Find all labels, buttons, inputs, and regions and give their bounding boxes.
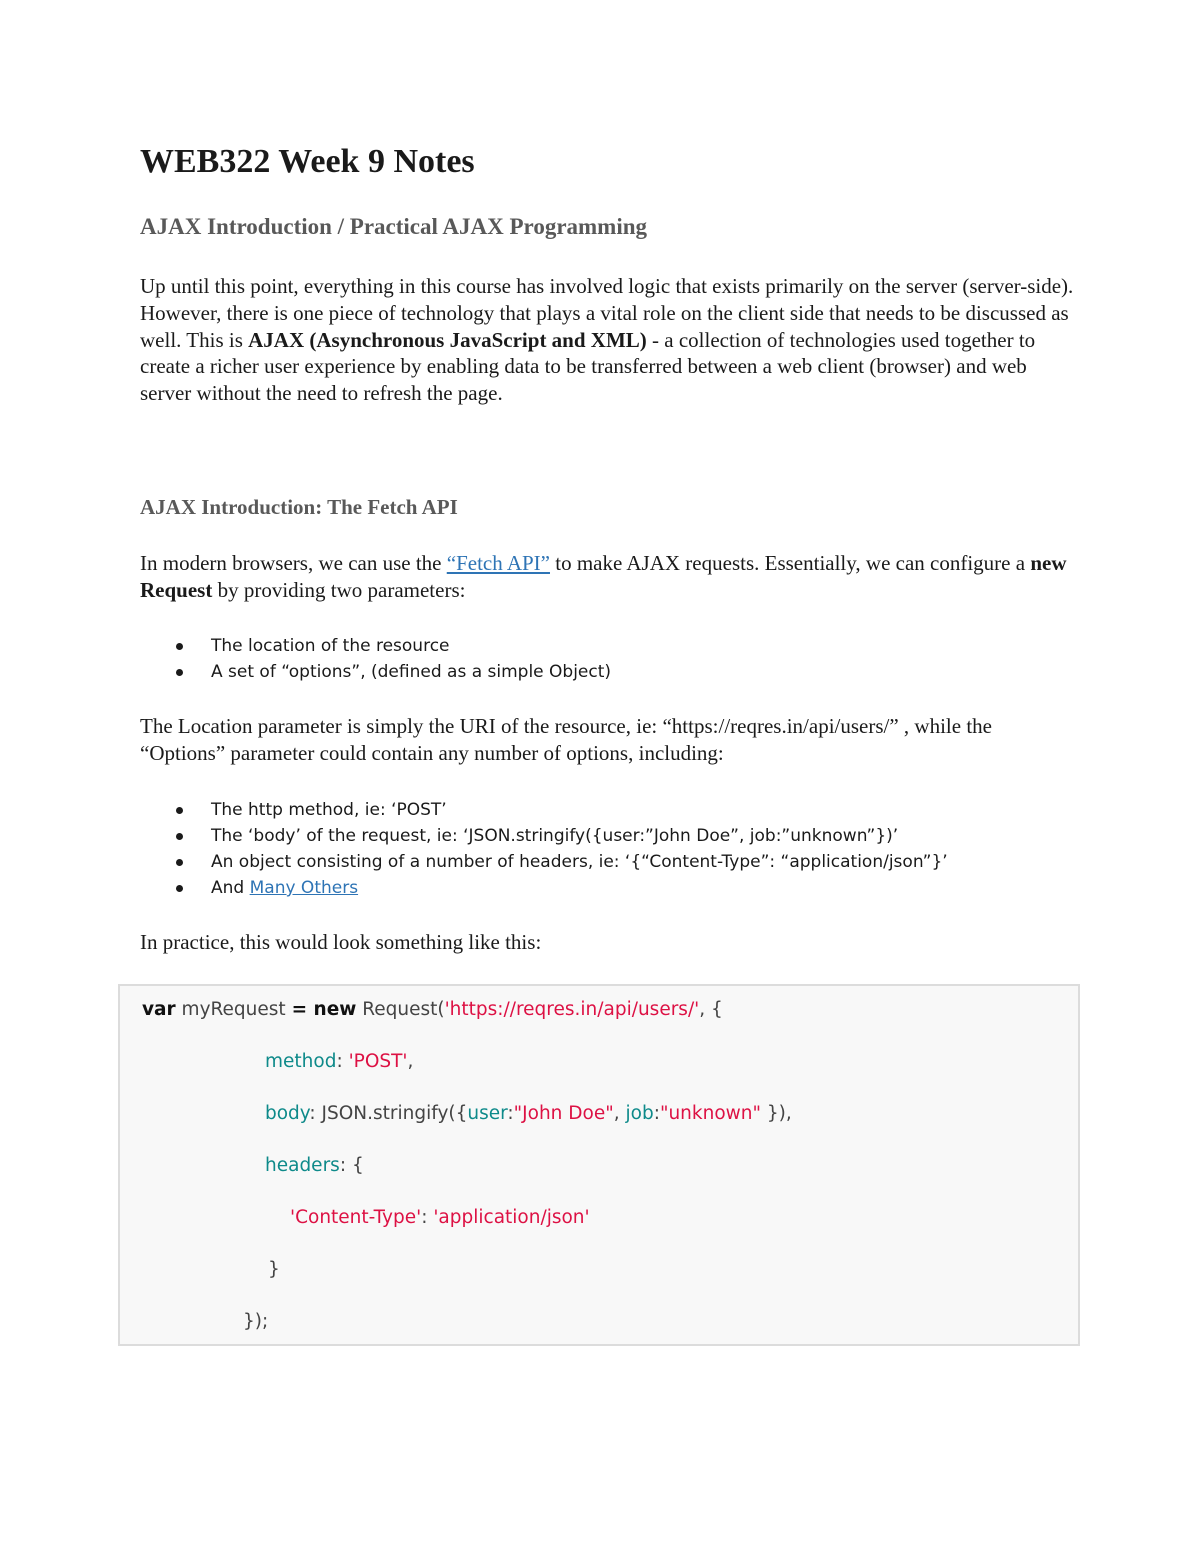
list-item: A set of “options”, (defined as a simple Object): [140, 659, 611, 685]
many-others-link[interactable]: Many Others: [249, 878, 359, 898]
code-string: 'POST': [348, 1051, 408, 1072]
code-string: 'Content-Type': [290, 1207, 422, 1228]
code-string: "unknown": [659, 1103, 762, 1124]
code-punct: ,: [407, 1051, 414, 1072]
list-item: The ‘body’ of the request, ie: ‘JSON.stringify({user:”John Doe”, job:”unknown”})’: [140, 823, 948, 849]
code-block: [118, 984, 1080, 1346]
code-line-2: [265, 1049, 413, 1075]
code-property: user: [467, 1103, 508, 1124]
fetch-text-1: In modern browsers, we can use the: [140, 551, 447, 575]
intro-text-after: - a collection of technologies used together to create a richer user experience by enabling data to be transferred between a web client (browser) and web server without the need to refresh the page.: [140, 327, 1036, 406]
code-property: method: [265, 1051, 337, 1072]
list-item-prefix: And: [211, 878, 250, 898]
code-property: job: [625, 1103, 654, 1124]
fetch-api-link[interactable]: “Fetch API”: [446, 551, 550, 575]
code-string: 'application/json': [433, 1207, 590, 1228]
intro-bold-ajax: AJAX (Asynchronous JavaScript and XML): [248, 327, 647, 352]
parameter-list: [140, 633, 611, 685]
code-punct: :: [421, 1207, 434, 1228]
code-property: body: [265, 1103, 310, 1124]
code-line-5: [290, 1205, 590, 1231]
location-paragraph: The Location parameter is simply the URI of the resource, ie: “https://reqres.in/api/users/” , while the “Options” parameter could contain any number of options, including:: [140, 714, 992, 765]
code-punct: :: [653, 1103, 660, 1124]
code-string: "John Doe": [513, 1103, 614, 1124]
intro-paragraph: [140, 273, 1080, 407]
list-item: The http method, ie: ‘POST’: [140, 797, 948, 823]
code-operator: =: [291, 999, 308, 1020]
code-property: headers: [265, 1155, 340, 1176]
code-punct: :: [336, 1051, 349, 1072]
code-punct: , {: [699, 999, 723, 1020]
code-line-6: }: [268, 1259, 280, 1280]
code-keyword: new: [307, 999, 357, 1020]
code-line-1: [142, 997, 723, 1023]
list-item: [140, 875, 948, 901]
code-punct: :: [507, 1103, 514, 1124]
code-punct: : {: [339, 1155, 364, 1176]
code-line-7: });: [243, 1311, 269, 1332]
page-subtitle: AJAX Introduction / Practical AJAX Programming: [140, 214, 648, 239]
code-punct: }),: [761, 1103, 792, 1124]
code-call: Request(: [356, 999, 445, 1020]
fetch-text-2: to make AJAX requests. Essentially, we can configure a: [549, 551, 1031, 575]
page-title: WEB322 Week 9 Notes: [140, 143, 475, 180]
intro-text-before: Up until this point, everything in this course has involved logic that exists primarily on the server (server-side). However, there is one piece of technology that plays a vital role on the client side that needs to be discussed as well. This is: [140, 274, 1074, 352]
code-keyword: var: [142, 999, 176, 1020]
practice-paragraph: In practice, this would look something like this:: [140, 930, 542, 954]
code-line-3: [265, 1101, 792, 1127]
code-punct: ,: [613, 1103, 626, 1124]
code-line-4: [265, 1153, 364, 1179]
section-heading: AJAX Introduction: The Fetch API: [140, 495, 458, 519]
fetch-paragraph: [140, 550, 1080, 604]
list-item: An object consisting of a number of headers, ie: ‘{“Content-Type”: “application/json”}’: [140, 849, 948, 875]
options-list: [140, 797, 948, 901]
code-call: : JSON.stringify({: [309, 1103, 468, 1124]
code-identifier: myRequest: [175, 999, 292, 1020]
code-string: 'https://reqres.in/api/users/': [444, 999, 700, 1020]
list-item: The location of the resource: [140, 633, 611, 659]
fetch-text-3: by providing two parameters:: [212, 577, 466, 602]
new-request-bold: new Request: [140, 551, 1067, 602]
